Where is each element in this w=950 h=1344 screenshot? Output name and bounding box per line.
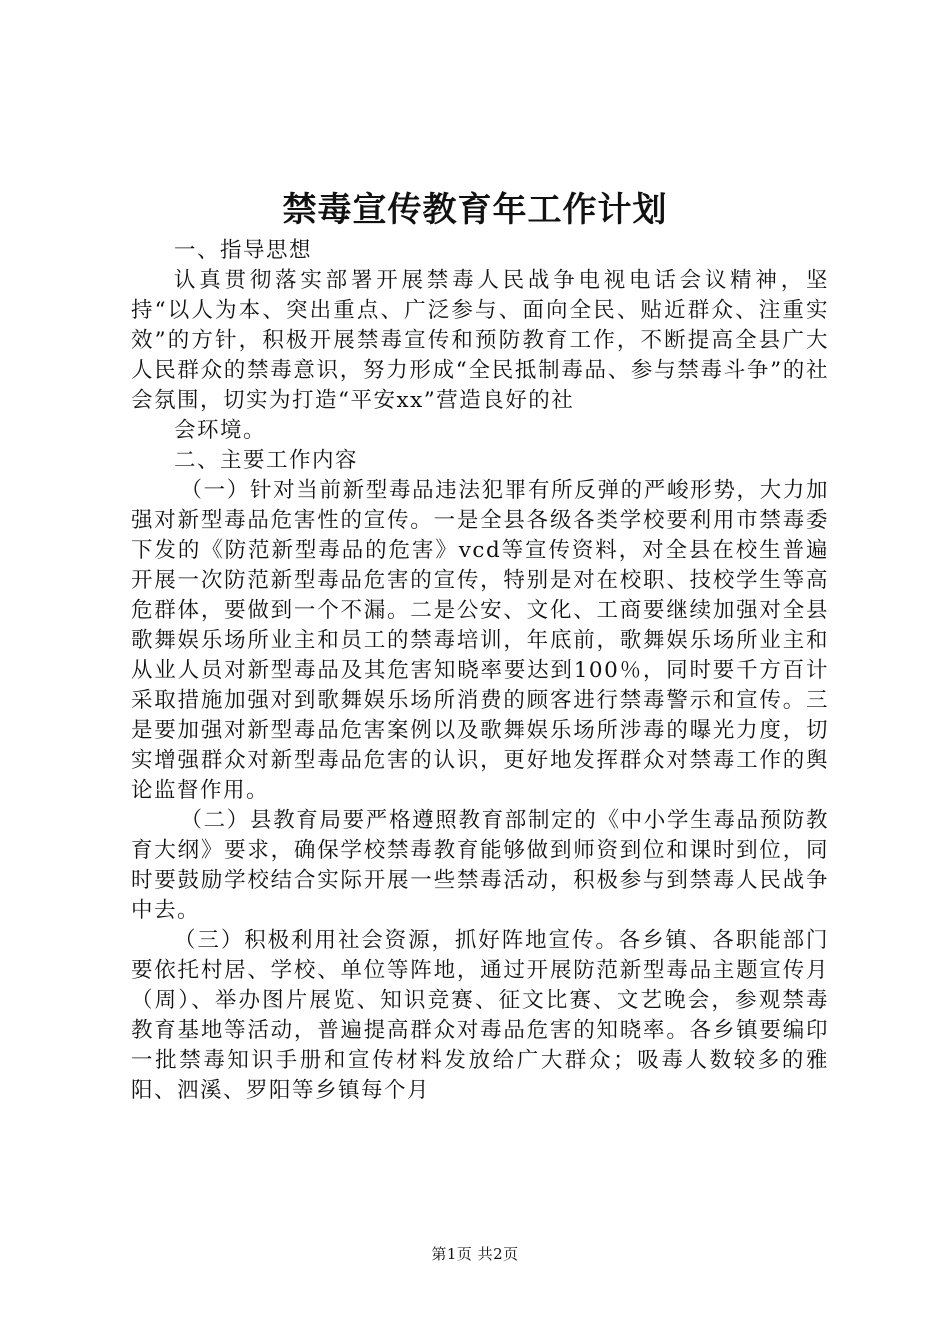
paragraph: （三）积极利用社会资源，抓好阵地宣传。各乡镇、各职能部门要依托村居、学校、单位等阵地，通过开展防范新型毒品主题宣传月（周）、举办图片展览、知识竞赛、征文比赛、文艺晚会，参观禁毒教育基地等活动，普遍提高群众对毒品危害的知晓率。各乡镇要编印一批禁毒知识手册和宣传材料发放给广大群众；吸毒人数较多的雅阳、泗溪、罗阳等乡镇每个月 [131,928,829,1103]
page-number: 第1页 共2页 [431,1245,519,1263]
paragraph: 认真贯彻落实部署开展禁毒人民战争电视电话会议精神，坚持“以人为本、突出重点、广泛参与、面向全民、贴近群众、注重实效”的方针，积极开展禁毒宣传和预防教育工作，不断提高全县广大人民群众的禁毒意识，努力形成“全民抵制毒品、参与禁毒斗争”的社会氛围，切实为打造“平安xx”营造良好的社 [131,268,829,413]
section-heading: 一、指导思想 [174,238,313,263]
document-body [131,236,829,1106]
section-heading: 二、主要工作内容 [174,448,359,473]
document-title: 禁毒宣传教育年工作计划 [282,190,668,230]
paragraph: （一）针对当前新型毒品违法犯罪有所反弹的严峻形势，大力加强对新型毒品危害性的宣传。一是全县各级各类学校要利用市禁毒委下发的《防范新型毒品的危害》vcd等宣传资料，对全县在校生普遍开展一次防范新型毒品危害的宣传，特别是对在校职、技校学生等高危群体，要做到一个不漏。二是公安、文化、工商要继续加强对全县歌舞娱乐场所业主和员工的禁毒培训，年底前，歌舞娱乐场所业主和从业人员对新型毒品及其危害知晓率要达到100％，同时要千方百计采取措施加强对到歌舞娱乐场所消费的顾客进行禁毒警示和宣传。三是要加强对新型毒品危害案例以及歌舞娱乐场所涉毒的曝光力度，切实增强群众对新型毒品危害的认识，更好地发挥群众对禁毒工作的舆论监督作用。 [131,478,829,803]
paragraph: 会环境。 [174,418,267,443]
paragraph: （二）县教育局要严格遵照教育部制定的《中小学生毒品预防教育大纲》要求，确保学校禁毒教育能够做到师资到位和课时到位，同时要鼓励学校结合实际开展一些禁毒活动，积极参与到禁毒人民战争中去。 [131,808,829,923]
